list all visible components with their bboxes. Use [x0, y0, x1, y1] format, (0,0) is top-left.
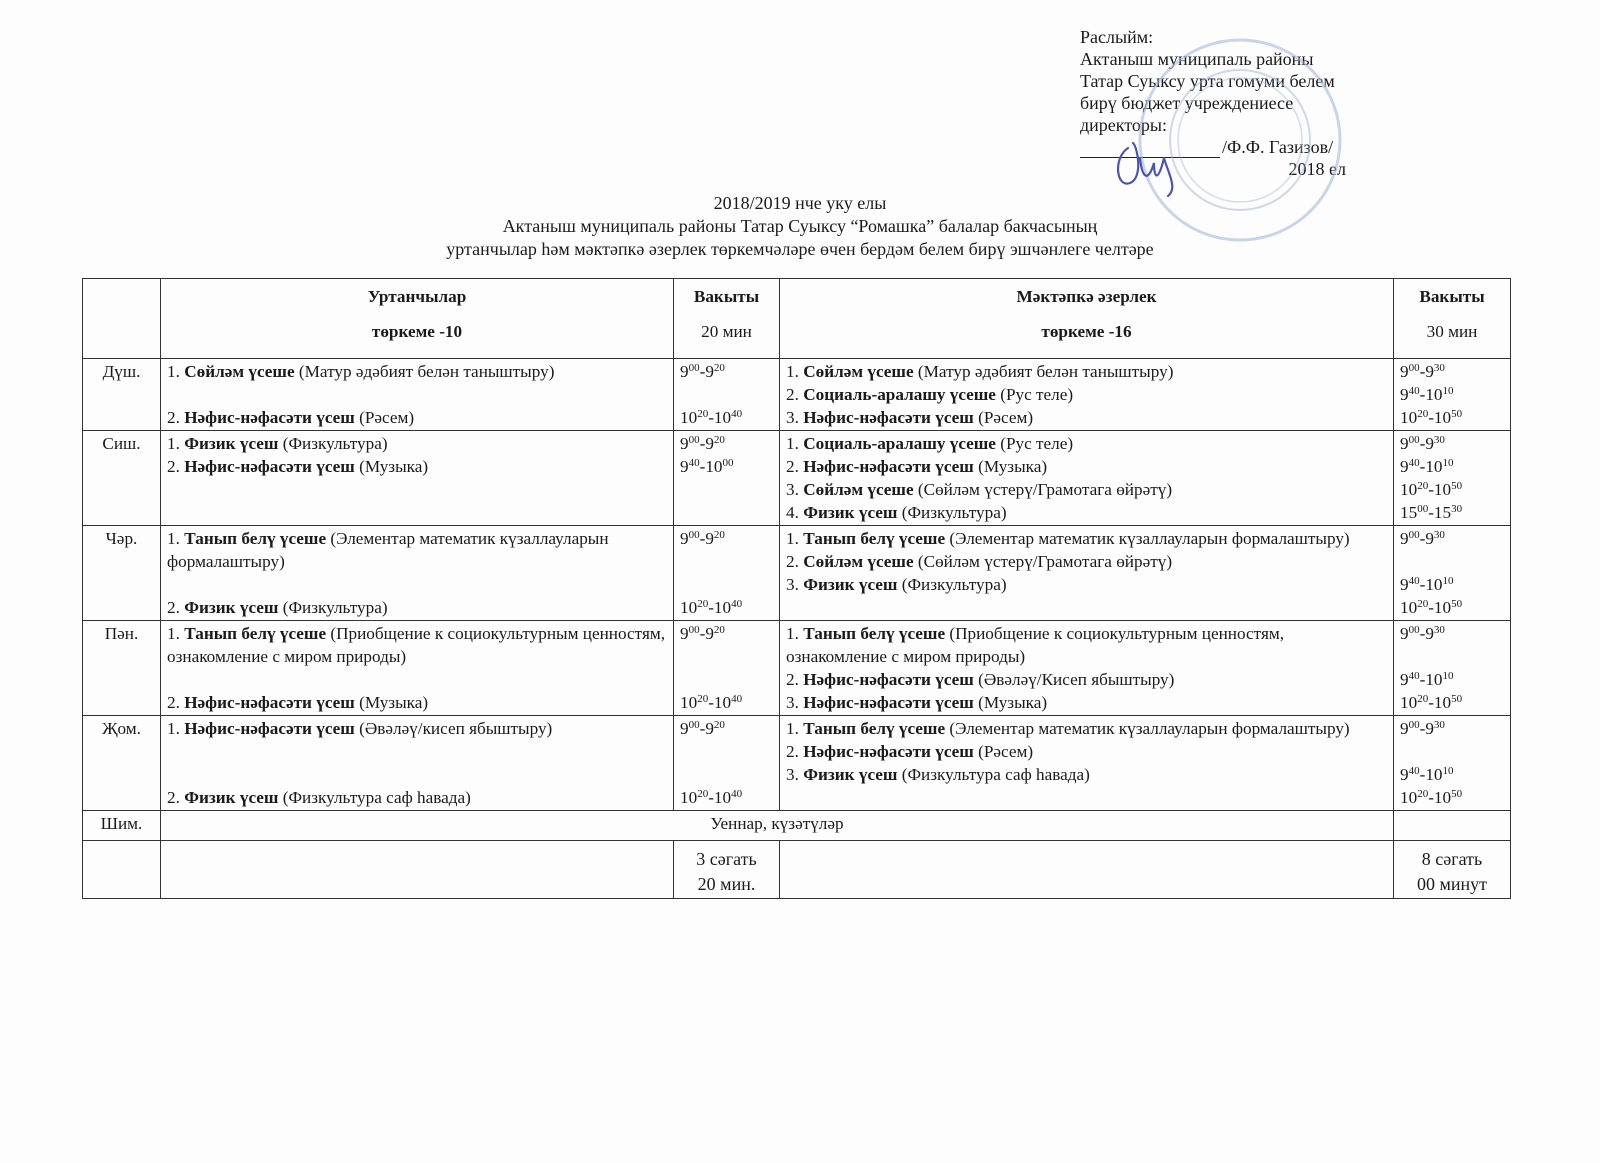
- time-minutes: 30: [1451, 503, 1463, 515]
- time-minutes: 30: [1433, 529, 1445, 541]
- activity-item: 1. Сөйләм үсеше (Матур әдәбият белән таныштыру): [167, 362, 555, 381]
- time-minutes: 20: [713, 434, 725, 446]
- time-minutes: 40: [1408, 575, 1420, 587]
- activity-item: 1. Сөйләм үсеше (Матур әдәбият белән таныштыру): [786, 362, 1174, 381]
- time-minutes: 30: [1433, 719, 1445, 731]
- activity-item: 1. Танып белү үсеше (Приобщение к социокультурным ценностям, ознакомление с миром природы): [786, 624, 1285, 666]
- activity-area: Нәфис-нәфасәти үсеш: [184, 719, 355, 738]
- schedule-table: [82, 278, 1511, 899]
- time-minutes: 00: [1408, 434, 1420, 446]
- header-time2: [1394, 279, 1511, 359]
- time-slot: $10^{20}-10^{50}$: [1400, 598, 1463, 617]
- header-group1: [161, 279, 674, 359]
- activity-item: 3. Нәфис-нәфасәти үсеш (Музыка): [786, 693, 1048, 712]
- activity-item: 1. Физик үсеш (Физкультура): [167, 434, 388, 453]
- time-minutes: 00: [1408, 529, 1420, 541]
- time-minutes: 20: [697, 693, 709, 705]
- page-title: [0, 192, 1600, 261]
- time-slot: $9^{40}-10^{10}$: [1400, 457, 1454, 476]
- time-slot: $10^{20}-10^{50}$: [1400, 788, 1463, 807]
- time-slot: $9^{40}-10^{10}$: [1400, 575, 1454, 594]
- empty-cell: [161, 841, 674, 899]
- activity-item: 2. Нәфис-нәфасәти үсеш (Музыка): [167, 693, 429, 712]
- time-minutes: 40: [731, 598, 743, 610]
- time-minutes: 20: [1417, 598, 1429, 610]
- time-slot: $10^{20}-10^{50}$: [1400, 480, 1463, 499]
- time-minutes: 40: [731, 788, 743, 800]
- time-minutes: 40: [731, 408, 743, 420]
- approval-line: Татар Суыксу урта гомуми белем: [1080, 71, 1335, 91]
- approval-line: директоры:: [1080, 115, 1168, 135]
- activity-item: 2. Нәфис-нәфасәти үсеш (Рәсем): [167, 408, 415, 427]
- time-minutes: 20: [1417, 480, 1429, 492]
- activity-area: Нәфис-нәфасәти үсеш: [184, 693, 355, 712]
- time-slot: $9^{00}-9^{30}$: [1400, 529, 1445, 548]
- spacer: [1400, 550, 1504, 573]
- time-minutes: 50: [1451, 480, 1463, 492]
- activity-area: Танып белү үсеше: [803, 529, 946, 548]
- activity-area: Социаль-аралашу үсеше: [803, 434, 996, 453]
- header-time2-sub: 30 мин: [1426, 322, 1478, 341]
- time-slot: $9^{00}-9^{30}$: [1400, 719, 1445, 738]
- time-minutes: 30: [1433, 362, 1445, 374]
- spacer: [680, 645, 773, 668]
- schedule-row: [83, 526, 1511, 621]
- signature-line: [1080, 136, 1410, 158]
- time-slot: $10^{20}-10^{50}$: [1400, 693, 1463, 712]
- total-time1: [674, 841, 780, 899]
- time-minutes: 10: [1442, 670, 1454, 682]
- schedule-row: [83, 621, 1511, 716]
- header-group1-title: Уртанчылар: [367, 287, 467, 306]
- time-slot: $10^{20}-10^{40}$: [680, 788, 743, 807]
- activity-item: 1. Танып белү үсеше (Элементар математик күзаллауларын формалаштыру): [786, 529, 1350, 548]
- activity-area: Нәфис-нәфасәти үсеш: [803, 408, 974, 427]
- activity-item: 2. Нәфис-нәфасәти үсеш (Рәсем): [786, 742, 1034, 761]
- group2-activities: [780, 621, 1394, 716]
- title-line: уртанчылар һәм мәктәпкә әзерлек төркемчәләре өчен бердәм белем бирү эшчәнлеге челтәре: [446, 239, 1154, 259]
- activity-area: Сөйләм үсеше: [803, 480, 914, 499]
- time-slot: $10^{20}-10^{40}$: [680, 693, 743, 712]
- activity-area: Сөйләм үсеше: [184, 362, 295, 381]
- time-minutes: 10: [1442, 457, 1454, 469]
- group1-activities: [161, 621, 674, 716]
- time-minutes: 10: [1442, 385, 1454, 397]
- time-minutes: 20: [713, 362, 725, 374]
- group1-activities: [161, 359, 674, 431]
- time-minutes: 40: [1408, 385, 1420, 397]
- time-minutes: 30: [1433, 434, 1445, 446]
- schedule-row: [83, 716, 1511, 811]
- group2-times: [1394, 716, 1511, 811]
- activity-item: 3. Физик үсеш (Физкультура саф һавада): [786, 765, 1090, 784]
- group1-activities: [161, 431, 674, 526]
- header-group2-title: Мәктәпкә әзерлек: [1016, 287, 1157, 306]
- activity-area: Танып белү үсеше: [184, 529, 327, 548]
- activity-item: 2. Нәфис-нәфасәти үсеш (Әвәләү/Кисеп ябыштыру): [786, 670, 1175, 689]
- empty-cell: [1394, 811, 1511, 841]
- group1-times: [674, 621, 780, 716]
- time-minutes: 00: [688, 624, 700, 636]
- activity-item: 2. Сөйләм үсеше (Сөйләм үстерү/Грамотага өйрәтү): [786, 552, 1173, 571]
- activity-item: 1. Танып белү үсеше (Приобщение к социокультурным ценностям, ознакомление с миром природы): [167, 624, 666, 666]
- time-slot: $9^{40}-10^{00}$: [680, 457, 734, 476]
- activity-area: Социаль-аралашу үсеше: [803, 385, 996, 404]
- time-minutes: 10: [1442, 575, 1454, 587]
- time-minutes: 00: [688, 434, 700, 446]
- schedule-row: [83, 359, 1511, 431]
- schedule-row: [83, 431, 1511, 526]
- time-minutes: 20: [697, 788, 709, 800]
- spacer: [167, 383, 667, 406]
- activity-area: Нәфис-нәфасәти үсеш: [803, 742, 974, 761]
- spacer: [167, 668, 667, 691]
- time-minutes: 20: [713, 529, 725, 541]
- group1-times: [674, 431, 780, 526]
- time-slot: $10^{20}-10^{40}$: [680, 408, 743, 427]
- activity-item: 3. Сөйләм үсеше (Сөйләм үстерү/Грамотага өйрәтү): [786, 480, 1173, 499]
- activity-area: Танып белү үсеше: [803, 624, 946, 643]
- group2-activities: [780, 359, 1394, 431]
- total-time1-hours: 3 сәгать: [696, 849, 757, 869]
- time-minutes: 20: [697, 408, 709, 420]
- title-line: 2018/2019 нче уку елы: [713, 193, 887, 213]
- time-minutes: 00: [722, 457, 734, 469]
- activity-area: Сөйләм үсеше: [803, 362, 914, 381]
- time-slot: $15^{00}-15^{30}$: [1400, 503, 1463, 522]
- signer-name: /Ф.Ф. Газизов/: [1222, 137, 1334, 157]
- spacer: [1400, 740, 1504, 763]
- day-cell: Пән.: [83, 621, 161, 716]
- header-time1-title: Вакыты: [693, 287, 760, 306]
- time-minutes: 20: [1417, 693, 1429, 705]
- activity-area: Танып белү үсеше: [184, 624, 327, 643]
- activity-area: Нәфис-нәфасәти үсеш: [184, 457, 355, 476]
- time-minutes: 40: [1408, 670, 1420, 682]
- header-group2-sub: төркеме -16: [1041, 322, 1132, 341]
- time-minutes: 40: [731, 693, 743, 705]
- time-minutes: 50: [1451, 598, 1463, 610]
- activity-area: Нәфис-нәфасәти үсеш: [803, 670, 974, 689]
- header-time1: [674, 279, 780, 359]
- empty-cell: [780, 841, 1394, 899]
- table-header-row: [83, 279, 1511, 359]
- spacer: [680, 383, 773, 406]
- time-minutes: 00: [688, 719, 700, 731]
- time-minutes: 00: [688, 362, 700, 374]
- time-minutes: 20: [1417, 788, 1429, 800]
- time-slot: $9^{00}-9^{30}$: [1400, 624, 1445, 643]
- saturday-text: Уеннар, күзәтүләр: [161, 811, 1394, 841]
- activity-area: Нәфис-нәфасәти үсеш: [184, 408, 355, 427]
- total-time1-min: 20 мин.: [697, 874, 756, 894]
- time-minutes: 40: [1408, 457, 1420, 469]
- group2-activities: [780, 716, 1394, 811]
- activity-area: Физик үсеш: [803, 575, 898, 594]
- time-slot: $10^{20}-10^{40}$: [680, 598, 743, 617]
- time-slot: $9^{00}-9^{30}$: [1400, 434, 1445, 453]
- header-time2-title: Вакыты: [1419, 287, 1485, 306]
- spacer: [680, 740, 773, 763]
- time-minutes: 50: [1451, 693, 1463, 705]
- group2-activities: [780, 526, 1394, 621]
- spacer: [680, 573, 773, 596]
- group2-times: [1394, 431, 1511, 526]
- time-minutes: 00: [688, 529, 700, 541]
- day-cell: Сиш.: [83, 431, 161, 526]
- activity-area: Физик үсеш: [184, 788, 279, 807]
- spacer: [1400, 645, 1504, 668]
- approval-line: Актаныш муниципаль районы: [1080, 49, 1314, 69]
- group1-times: [674, 716, 780, 811]
- group1-activities: [161, 716, 674, 811]
- time-minutes: 10: [1442, 765, 1454, 777]
- activity-area: Физик үсеш: [184, 434, 279, 453]
- approval-block: [1080, 26, 1410, 180]
- time-minutes: 20: [713, 624, 725, 636]
- activity-item: 2. Физик үсеш (Физкультура): [167, 598, 388, 617]
- totals-row: [83, 841, 1511, 899]
- empty-cell: [83, 841, 161, 899]
- total-time2-hours: 8 сәгать: [1421, 849, 1483, 869]
- time-slot: $9^{00}-9^{20}$: [680, 719, 725, 738]
- spacer: [680, 668, 773, 691]
- activity-area: Сөйләм үсеше: [803, 552, 914, 571]
- day-cell: Җом.: [83, 716, 161, 811]
- approval-year: 2018 ел: [1288, 159, 1346, 179]
- saturday-row: [83, 811, 1511, 841]
- header-day: [83, 279, 161, 359]
- time-minutes: 30: [1433, 624, 1445, 636]
- activity-item: 2. Нәфис-нәфасәти үсеш (Музыка): [167, 457, 429, 476]
- activity-area: Физик үсеш: [803, 503, 898, 522]
- time-minutes: 40: [1408, 765, 1420, 777]
- day-cell: Дүш.: [83, 359, 161, 431]
- group1-times: [674, 526, 780, 621]
- approval-line: бирү бюджет учреждениесе: [1080, 93, 1294, 113]
- time-slot: $9^{00}-9^{20}$: [680, 434, 725, 453]
- title-line: Актаныш муниципаль районы Татар Суыксу “Ромашка” балалар бакчасының: [502, 216, 1098, 236]
- total-time2: [1394, 841, 1511, 899]
- spacer: [167, 740, 667, 763]
- time-minutes: 00: [1408, 362, 1420, 374]
- time-minutes: 00: [1408, 624, 1420, 636]
- time-slot: $9^{00}-9^{30}$: [1400, 362, 1445, 381]
- time-minutes: 20: [697, 598, 709, 610]
- activity-item: 1. Социаль-аралашу үсеше (Рус теле): [786, 434, 1074, 453]
- time-minutes: 20: [1417, 408, 1429, 420]
- activity-item: 3. Нәфис-нәфасәти үсеш (Рәсем): [786, 408, 1034, 427]
- time-minutes: 00: [1408, 719, 1420, 731]
- time-minutes: 40: [688, 457, 700, 469]
- activity-item: 2. Социаль-аралашу үсеше (Рус теле): [786, 385, 1074, 404]
- activity-item: 1. Танып белү үсеше (Элементар математик күзаллауларын формалаштыру): [786, 719, 1350, 738]
- header-time1-sub: 20 мин: [701, 322, 752, 341]
- group2-times: [1394, 359, 1511, 431]
- time-slot: $9^{40}-10^{10}$: [1400, 765, 1454, 784]
- spacer: [167, 573, 667, 596]
- time-slot: $9^{00}-9^{20}$: [680, 529, 725, 548]
- time-slot: $9^{40}-10^{10}$: [1400, 385, 1454, 404]
- activity-item: 1. Танып белү үсеше (Элементар математик күзаллауларын формалаштыру): [167, 529, 609, 571]
- group2-times: [1394, 526, 1511, 621]
- time-slot: $9^{00}-9^{20}$: [680, 362, 725, 381]
- activity-area: Физик үсеш: [803, 765, 898, 784]
- activity-area: Танып белү үсеше: [803, 719, 946, 738]
- activity-item: 2. Нәфис-нәфасәти үсеш (Музыка): [786, 457, 1048, 476]
- group1-activities: [161, 526, 674, 621]
- activity-item: 1. Нәфис-нәфасәти үсеш (Әвәләү/кисеп ябыштыру): [167, 719, 553, 738]
- time-minutes: 00: [1417, 503, 1429, 515]
- activity-area: Нәфис-нәфасәти үсеш: [803, 457, 974, 476]
- total-time2-min: 00 минут: [1416, 874, 1488, 894]
- header-group1-sub: төркеме -10: [371, 322, 463, 341]
- activity-area: Нәфис-нәфасәти үсеш: [803, 693, 974, 712]
- day-cell: Шим.: [83, 811, 161, 841]
- activity-item: 2. Физик үсеш (Физкультура саф һавада): [167, 788, 471, 807]
- activity-item: 3. Физик үсеш (Физкультура): [786, 575, 1007, 594]
- time-slot: $10^{20}-10^{50}$: [1400, 408, 1463, 427]
- time-minutes: 20: [713, 719, 725, 731]
- time-slot: $9^{40}-10^{10}$: [1400, 670, 1454, 689]
- activity-area: Физик үсеш: [184, 598, 279, 617]
- approval-line: Раслыйм:: [1080, 27, 1154, 47]
- group2-activities: [780, 431, 1394, 526]
- time-minutes: 50: [1451, 408, 1463, 420]
- day-cell: Чәр.: [83, 526, 161, 621]
- group2-times: [1394, 621, 1511, 716]
- signature-blank: [1080, 137, 1220, 158]
- time-minutes: 50: [1451, 788, 1463, 800]
- spacer: [167, 763, 667, 786]
- spacer: [680, 763, 773, 786]
- group1-times: [674, 359, 780, 431]
- header-group2: [780, 279, 1394, 359]
- spacer: [680, 550, 773, 573]
- activity-item: 4. Физик үсеш (Физкультура): [786, 503, 1007, 522]
- time-slot: $9^{00}-9^{20}$: [680, 624, 725, 643]
